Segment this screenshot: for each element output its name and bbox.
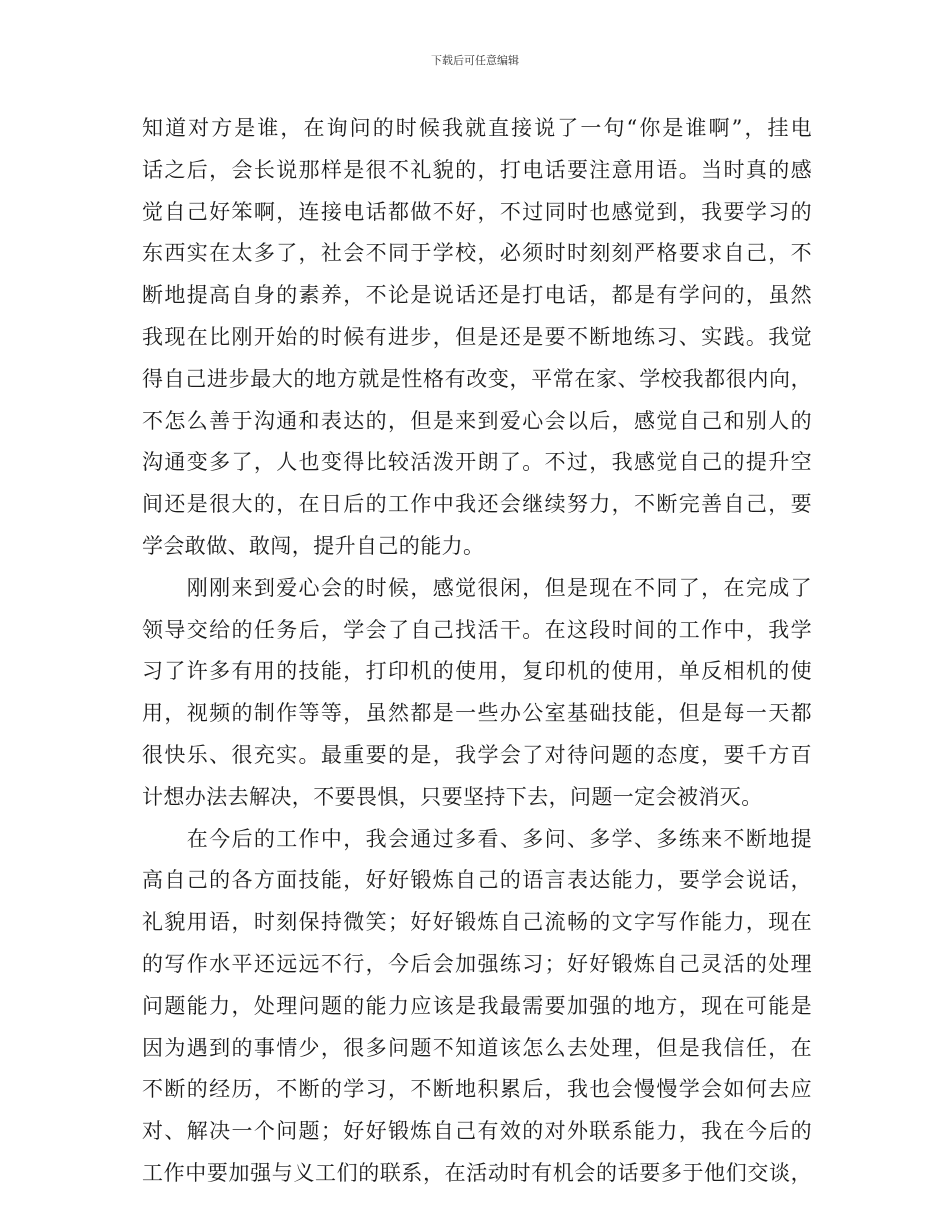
text-line: 话之后，会长说那样是很不礼貌的，打电话要注意用语。当时真的感 xyxy=(142,157,812,182)
text-line: 高自己的各方面技能，好好锻炼自己的语言表达能力，要学会说话， xyxy=(142,868,812,893)
text-line: 得自己进步最大的地方就是性格有改变，平常在家、学校我都很内向， xyxy=(142,366,812,391)
text-line: 对、解决一个问题；好好锻炼自己有效的对外联系能力，我在今后的 xyxy=(142,1119,812,1144)
text-line: 计想办法去解决，不要畏惧，只要坚持下去，问题一定会被消灭。 xyxy=(142,784,763,809)
text-line: 间还是很大的，在日后的工作中我还会继续努力，不断完善自己，要 xyxy=(142,492,812,517)
text-line: 习了许多有用的技能，打印机的使用，复印机的使用，单反相机的使 xyxy=(142,659,812,684)
text-line: 觉自己好笨啊，连接电话都做不好，不过同时也感觉到，我要学习的 xyxy=(142,199,812,224)
text-line: 在今后的工作中，我会通过多看、多问、多学、多练来不断地提 xyxy=(142,826,812,851)
text-line: 我现在比刚开始的时候有进步，但是还是要不断地练习、实践。我觉 xyxy=(142,324,812,349)
text-line: 断地提高自身的素养，不论是说话还是打电话，都是有学问的，虽然 xyxy=(142,283,812,308)
text-line: 很快乐、很充实。最重要的是，我学会了对待问题的态度，要千方百 xyxy=(142,742,812,767)
text-line: 不怎么善于沟通和表达的，但是来到爱心会以后，感觉自己和别人的 xyxy=(142,408,812,433)
text-line: 用，视频的制作等等，虽然都是一些办公室基础技能，但是每一天都 xyxy=(142,701,812,726)
text-line: 领导交给的任务后，学会了自己找活干。在这段时间的工作中，我学 xyxy=(142,617,812,642)
text-line: 刚刚来到爱心会的时候，感觉很闲，但是现在不同了，在完成了 xyxy=(142,575,812,600)
text-line: 东西实在太多了，社会不同于学校，必须时时刻刻严格要求自己，不 xyxy=(142,241,812,266)
text-line: 沟通变多了，人也变得比较活泼开朗了。不过，我感觉自己的提升空 xyxy=(142,450,812,475)
text-line: 礼貌用语，时刻保持微笑；好好锻炼自己流畅的文字写作能力，现在 xyxy=(142,910,812,935)
text-line: 工作中要加强与义工们的联系，在活动时有机会的话要多于他们交谈， xyxy=(142,1160,812,1185)
body-text xyxy=(142,108,812,1195)
page-header: 下载后可任意编辑 xyxy=(431,54,519,67)
text-line: 知道对方是谁，在询问的时候我就直接说了一句“你是谁啊”，挂电 xyxy=(142,116,812,140)
text-line: 学会敢做、敢闯，提升自己的能力。 xyxy=(142,533,485,558)
text-line: 问题能力，处理问题的能力应该是我最需要加强的地方，现在可能是 xyxy=(142,993,812,1018)
text-line: 不断的经历，不断的学习，不断地积累后，我也会慢慢学会如何去应 xyxy=(142,1077,812,1102)
text-line: 的写作水平还远远不行，今后会加强练习；好好锻炼自己灵活的处理 xyxy=(142,951,812,976)
text-line: 因为遇到的事情少，很多问题不知道该怎么去处理，但是我信任，在 xyxy=(142,1035,812,1060)
